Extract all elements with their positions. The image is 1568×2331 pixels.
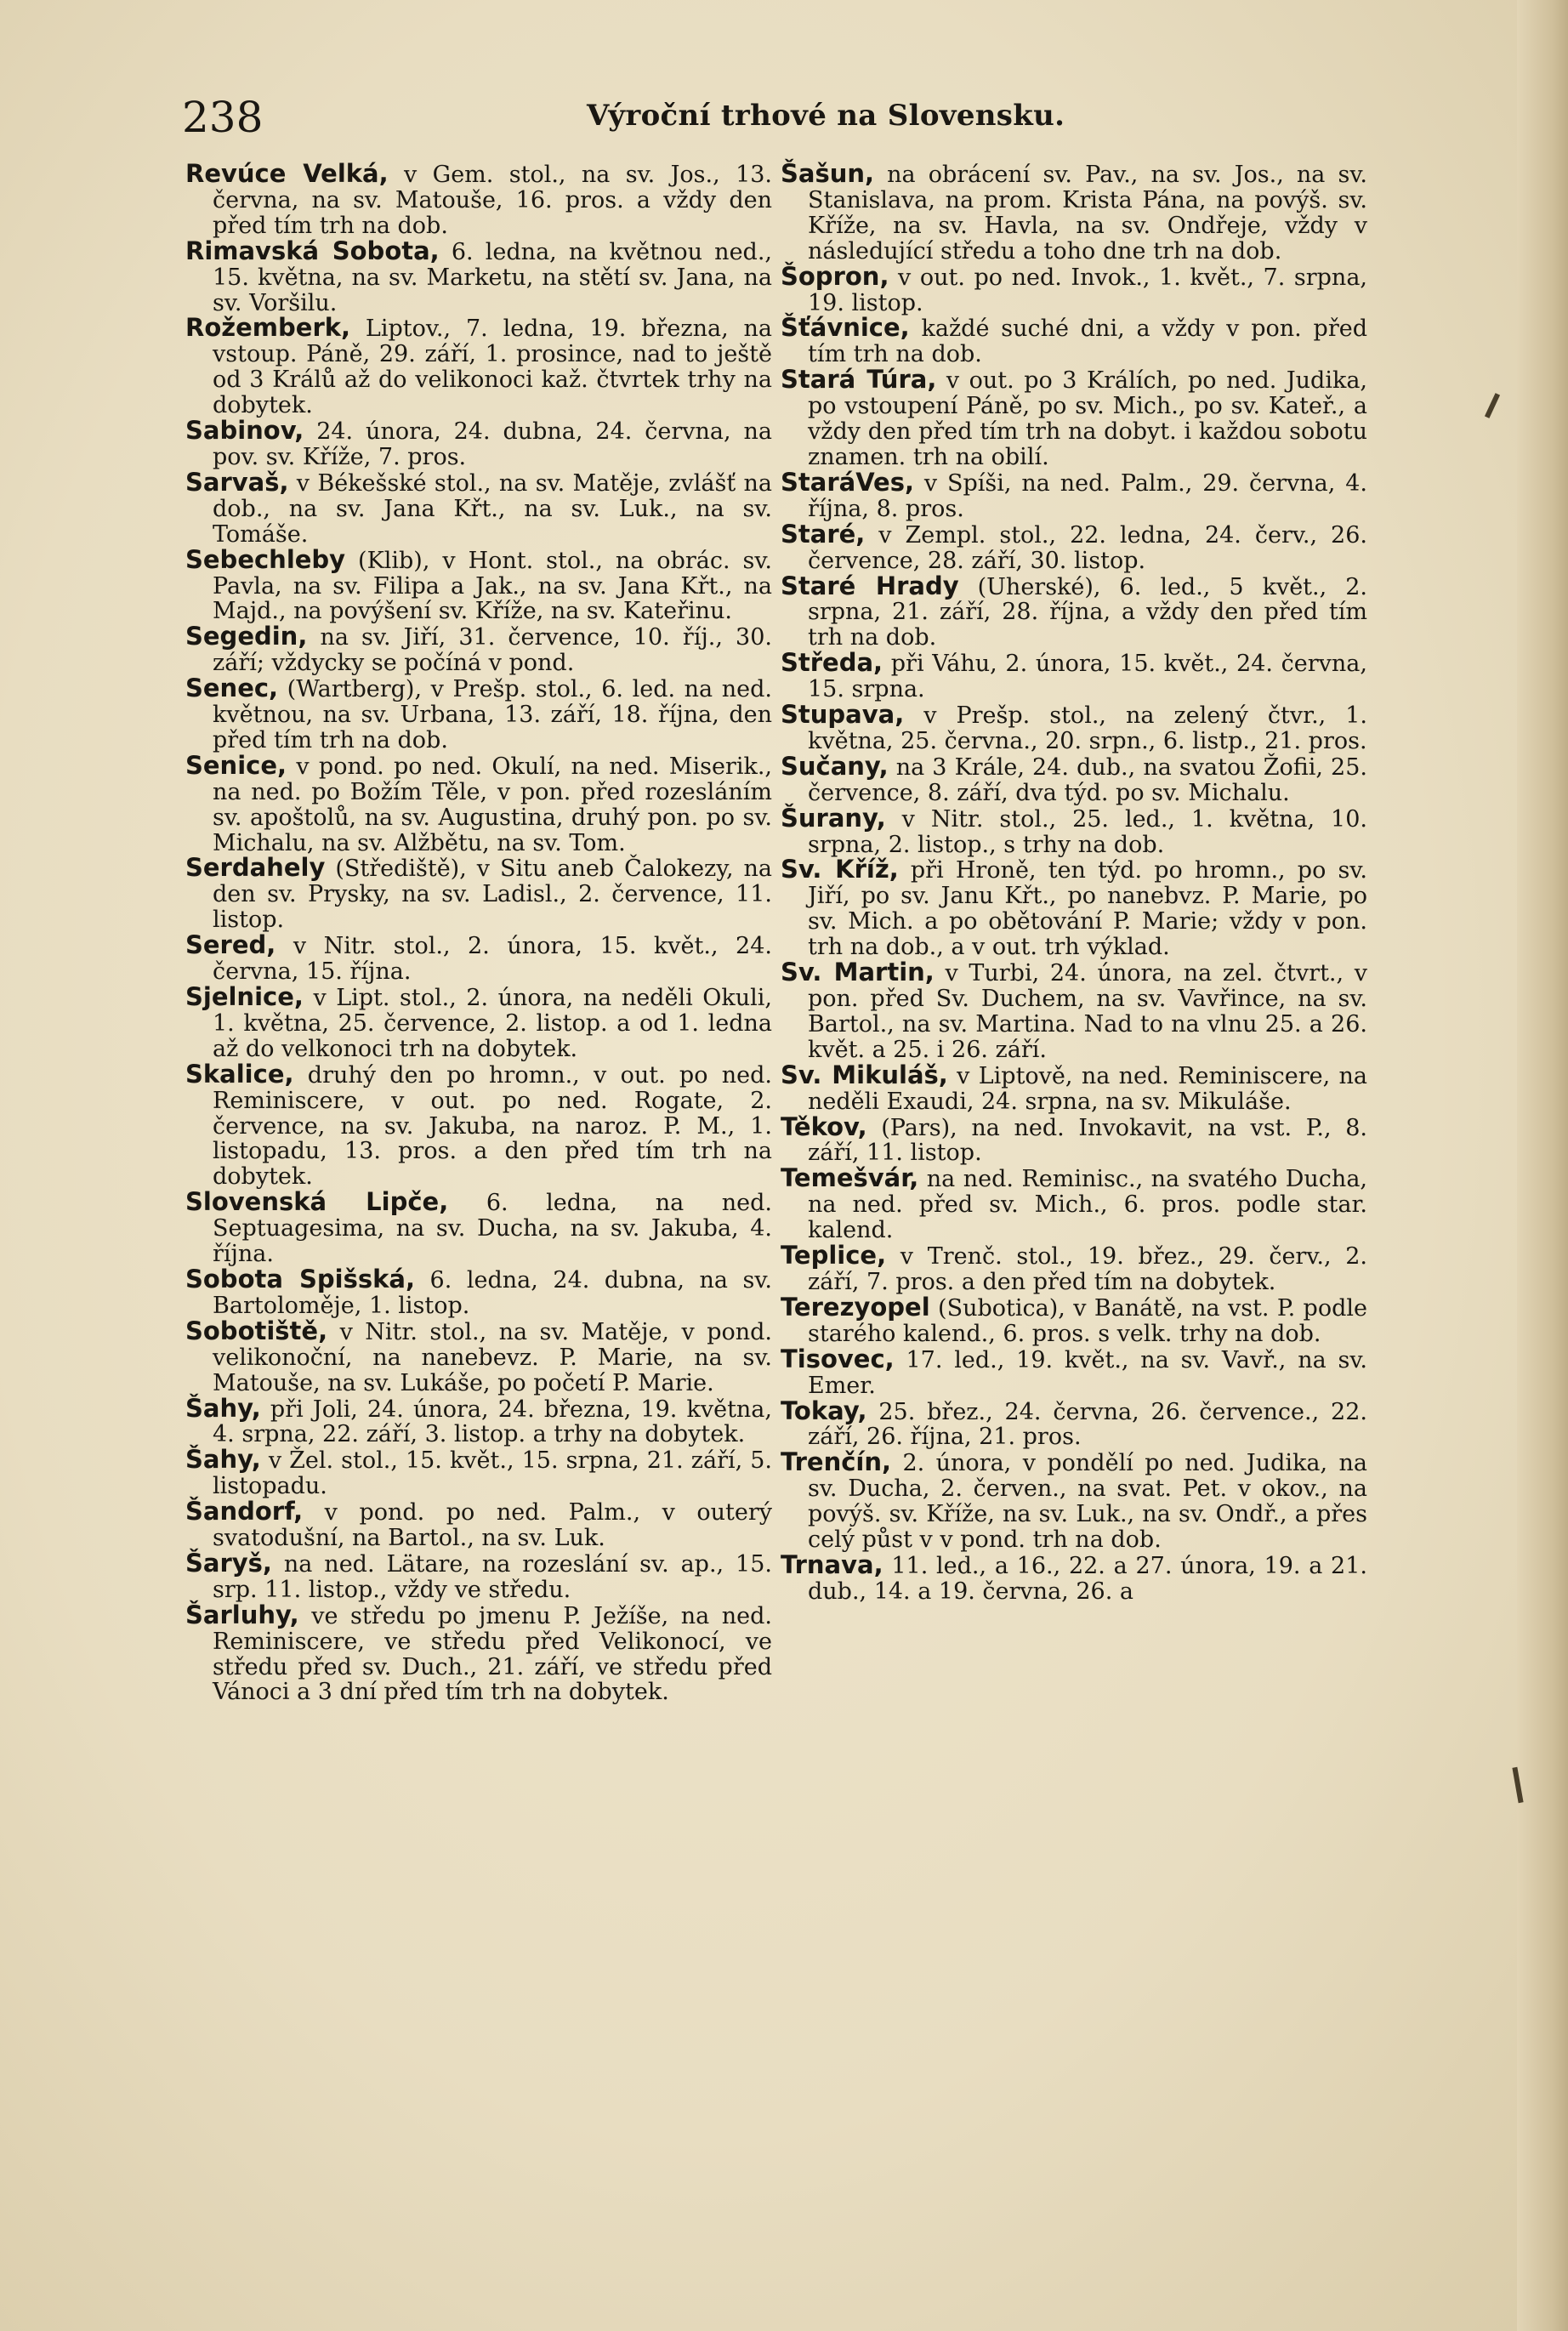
entry-place-name: Šťávnice, — [781, 313, 910, 343]
entry-dates: v Turbi, 24. února, na zel. čtvrt., v pon. před Sv. Duchem, na sv. Vavřince, na sv. Bartol., na sv. Martina. Nad to na vlnu 25. a 26. květ. a 25. i 26. září. — [808, 960, 1367, 1063]
entry-place-name: Temešvár, — [781, 1163, 919, 1193]
market-entry — [781, 702, 1367, 754]
entry-place-name: Šurany, — [781, 803, 886, 833]
market-entry — [781, 1396, 1367, 1451]
entry-place-name: Sered, — [185, 930, 276, 960]
entry-dates: (Střediště), v Situ aneb Čalokezy, na den sv. Prysky, na sv. Ladisl., 2. července, 11. listop. — [213, 856, 772, 934]
entry-dates: (Uherské), 6. led., 5 květ., 2. srpna, 21. září, 28. října, a vždy den před tím trh na dob. — [808, 573, 1367, 651]
market-entry — [185, 982, 772, 1062]
market-entry — [781, 367, 1367, 470]
entry-dates: v Nitr. stol., 2. února, 15. květ., 24. června, 15. října. — [213, 933, 772, 986]
entry-place-name: Těkov, — [781, 1111, 867, 1141]
entry-dates: v pond. po ned. Palm., v outerý svatodušní, na Bartol., na sv. Luk. — [213, 1499, 772, 1552]
market-entry — [781, 1292, 1367, 1347]
entry-dates: v Spíši, na ned. Palm., 29. června, 4. října, 8. pros. — [808, 469, 1367, 522]
entry-place-name: Trenčín, — [781, 1447, 892, 1477]
running-head: Výroční trhové na Slovensku. — [587, 99, 1065, 133]
market-entry — [781, 1243, 1367, 1295]
entry-dates: 6. ledna, na ned. Septuagesima, na sv. Ducha, na sv. Jakuba, 4. října. — [213, 1190, 772, 1268]
market-entry — [185, 313, 772, 419]
entry-dates: v Trenč. stol., 19. břez., 29. červ., 2. září, 7. pros. a den před tím na dobytek. — [808, 1243, 1367, 1295]
market-entry — [781, 1447, 1367, 1554]
market-entry — [185, 1264, 772, 1319]
entry-dates: na ned. Lätare, na rozeslání sv. ap., 15. srp. 11. listop., vždy ve středu. — [213, 1550, 772, 1603]
margin-mark — [1485, 393, 1500, 418]
entry-place-name: Sv. Mikuláš, — [781, 1060, 948, 1089]
entry-dates: (Wartberg), v Prešp. stol., 6. led. na ned. květnou, na sv. Urbana, 13. září, 18. října, den před tím trh na dob. — [213, 676, 772, 753]
page-number: 238 — [182, 93, 264, 142]
market-entry — [185, 1187, 772, 1268]
entry-dates: (Klib), v Hont. stol., na obrác. sv. Pavla, na sv. Filipa a Jak., na sv. Jana Křt., na Majd., na povýšení sv. Kříže, na sv. Kateřinu. — [213, 547, 772, 625]
market-entry — [781, 1163, 1367, 1244]
market-entry — [185, 750, 772, 856]
entry-dates: v Zempl. stol., 22. ledna, 24. červ., 26. července, 28. září, 30. listop. — [808, 521, 1367, 574]
market-entry — [781, 1060, 1368, 1115]
entry-dates: v Prešp. stol., na zelený čtvr., 1. května, 25. června., 20. srpn., 6. listp., 21. pros. — [808, 702, 1367, 754]
market-entry — [185, 236, 772, 316]
entry-place-name: Sebechleby — [185, 544, 346, 574]
entry-dates: při Joli, 24. února, 24. března, 19. května, 4. srpna, 22. září, 3. listop. a trhy na dobytek. — [213, 1396, 772, 1448]
entry-dates: na sv. Jiří, 31. července, 10. říj., 30. září; vždycky se počíná v pond. — [213, 624, 772, 677]
entry-place-name: Šopron, — [781, 261, 889, 291]
entry-dates: 6. ledna, 24. dubna, na sv. Bartoloměje, 1. listop. — [213, 1266, 772, 1319]
market-entry — [781, 467, 1367, 522]
market-entry — [781, 1111, 1367, 1167]
entry-dates: 6. ledna, na květnou ned., 15. května, na sv. Marketu, na stětí sv. Jana, na sv. Voršilu. — [213, 238, 772, 316]
entry-place-name: Skalice, — [185, 1059, 294, 1089]
entry-place-name: Stará Túra, — [781, 365, 937, 395]
entry-dates: 25. břez., 24. června, 26. července., 22. září, 26. října, 21. pros. — [808, 1398, 1367, 1451]
entry-place-name: Teplice, — [781, 1241, 887, 1271]
market-entry — [781, 159, 1367, 264]
market-entry — [185, 467, 772, 548]
market-entry — [781, 313, 1367, 368]
entry-place-name: Šandorf, — [185, 1497, 304, 1527]
market-entry — [781, 571, 1367, 651]
entry-dates: na ned. Reminisc., na svatého Ducha, na ned. před sv. Mich., 6. pros. podle star. kalend. — [808, 1166, 1367, 1244]
entry-dates: 2. února, v pondělí po ned. Judika, na sv. Ducha, 2. červen., na svat. Pet. v okov., na povýš. sv. Kříže, na sv. Luk., na sv. Ondř., a přes celý půst v v pond. trh na dob. — [808, 1450, 1367, 1554]
entry-dates: každé suché dni, a vždy v pon. před tím trh na dob. — [808, 316, 1367, 368]
entry-dates: v Békešské stol., na sv. Matěje, zvlášť na dob., na sv. Jana Křt., na sv. Luk., na sv. Tomáše. — [213, 469, 772, 548]
entry-dates: (Pars), na ned. Invokavit, na vst. P., 8. září, 11. listop. — [808, 1114, 1367, 1167]
market-entry — [185, 1316, 772, 1396]
entry-dates: při Váhu, 2. února, 15. květ., 24. června, 15. srpna. — [808, 651, 1367, 703]
market-entry — [185, 1393, 772, 1448]
entry-place-name: Sučany, — [781, 751, 889, 781]
market-entry — [185, 1600, 772, 1706]
entry-place-name: Trnava, — [781, 1549, 883, 1579]
entry-place-name: Senec, — [185, 674, 279, 703]
market-entry — [185, 418, 772, 470]
entry-dates: v Lipt. stol., 2. února, na neděli Okuli, 1. května, 25. července, 2. listop. a od 1. ledna až do velkonoci trh na dobytek. — [213, 985, 772, 1062]
entry-place-name: Šahy, — [185, 1445, 261, 1475]
market-entry — [781, 1549, 1367, 1605]
entry-dates: druhý den po hromn., v out. po ned. Reminiscere, v out. po ned. Rogate, 2. července, na sv. Jakuba, na naroz. P. M., 1. listopadu, 13. pros. a den před tím trh na dobytek. — [213, 1061, 772, 1191]
market-entry — [185, 1548, 772, 1603]
market-entry — [781, 519, 1367, 574]
market-entry — [781, 751, 1367, 806]
market-entry — [781, 648, 1367, 703]
page-binding-edge — [1517, 0, 1568, 2331]
entry-dates: na obrácení sv. Pav., na sv. Jos., na sv. Stanislava, na prom. Krista Pána, na povýš. sv. Kříže, na sv. Havla, na sv. Ondřeje, vždy v následující středu a toho dne trh na dob. — [808, 162, 1367, 264]
entry-place-name: Sv. Martin, — [781, 958, 935, 987]
market-entry — [185, 853, 772, 934]
entry-dates: 24. února, 24. dubna, 24. června, na pov. sv. Kříže, 7. pros. — [213, 418, 772, 470]
market-entry — [185, 930, 772, 986]
entry-dates: v Gem. stol., na sv. Jos., 13. června, na sv. Matouše, 16. pros. a vždy den před tím trh na dob. — [213, 162, 773, 239]
entry-place-name: Revúce Velká, — [185, 159, 389, 188]
market-entry — [781, 803, 1367, 858]
entry-place-name: Rimavská Sobota, — [185, 236, 440, 265]
entry-dates: v out. po ned. Invok., 1. květ., 7. srpna, 19. listop. — [808, 264, 1367, 316]
entry-place-name: Středa, — [781, 648, 883, 678]
entry-dates: v out. po 3 Králích, po ned. Judika, po vstoupení Páně, po sv. Mich., po sv. Kateř., a vždy den před tím trh na dobyt. i každou sobotu znamen. trh na obilí. — [808, 367, 1367, 470]
entry-place-name: Tokay, — [781, 1396, 867, 1425]
market-entry — [185, 624, 772, 676]
entry-dates: v Nitr. stol., na sv. Matěje, v pond. velikonoční, na nanebevz. P. Marie, na sv. Matouše, na sv. Lukáše, po početí P. Marie. — [213, 1318, 772, 1396]
entry-place-name: Šarluhy, — [185, 1600, 299, 1629]
market-entry — [781, 960, 1367, 1063]
entry-place-name: Sarvaš, — [185, 467, 289, 497]
entry-place-name: Šašun, — [781, 159, 875, 188]
entry-place-name: Tisovec, — [781, 1344, 895, 1373]
entry-place-name: Staré, — [781, 519, 866, 549]
entry-place-name: Serdahely — [185, 853, 326, 883]
right-column — [781, 159, 1368, 1605]
market-entry — [781, 261, 1367, 316]
market-entry — [185, 159, 773, 239]
entry-place-name: Segedin, — [185, 622, 308, 651]
entry-dates: 17. led., 19. květ., na sv. Vavř., na sv. Emer. — [808, 1346, 1367, 1399]
market-entry — [781, 857, 1367, 960]
entry-place-name: Terezyopel — [781, 1292, 930, 1322]
entry-dates: Liptov., 7. ledna, 19. března, na vstoup. Páně, 29. září, 1. prosince, nad to ještě od 3 Králů až do velikonoci kaž. čtvrtek trhy na dobytek. — [213, 316, 772, 419]
entry-place-name: Staré Hrady — [781, 571, 959, 600]
market-entry — [185, 544, 772, 625]
entry-dates: v pond. po ned. Okulí, na ned. Miserik., na ned. po Božím Těle, v pon. před rozesláním sv. apoštolů, na sv. Augustina, druhý pon. po sv. Michalu, na sv. Alžbětu, na sv. Tom. — [213, 753, 772, 856]
entry-place-name: Sobotiště, — [185, 1316, 328, 1345]
entry-place-name: Šaryš, — [185, 1548, 272, 1578]
entry-dates: v Nitr. stol., 25. led., 1. května, 10. srpna, 2. listop., s trhy na dob. — [808, 805, 1367, 858]
entry-place-name: Stupava, — [781, 700, 905, 730]
entry-place-name: Sjelnice, — [185, 982, 304, 1011]
entry-dates: 11. led., a 16., 22. a 27. února, 19. a 21. dub., 14. a 19. června, 26. a — [808, 1552, 1367, 1605]
left-column — [185, 159, 773, 1706]
market-entry — [781, 1344, 1367, 1399]
market-entry — [185, 1499, 772, 1551]
entry-place-name: Sobota Spišská, — [185, 1264, 415, 1293]
entry-dates: v Žel. stol., 15. květ., 15. srpna, 21. září, 5. listopadu. — [213, 1447, 772, 1500]
market-entry — [185, 676, 772, 753]
entry-dates: v Liptově, na ned. Reminiscere, na neděli Exaudi, 24. srpna, na sv. Mikuláše. — [808, 1062, 1368, 1115]
entry-place-name: StaráVes, — [781, 467, 914, 497]
entry-place-name: Sabinov, — [185, 416, 304, 446]
entry-dates: ve středu po jmenu P. Ježíše, na ned. Reminiscere, ve středu před Velikonocí, ve středu před sv. Duch., 21. září, ve středu před Vánoci a 3 dní před tím trh na dobytek. — [213, 1602, 772, 1706]
entry-dates: při Hroně, ten týd. po hromn., po sv. Jiří, po sv. Janu Křt., po nanebvz. P. Marie, po sv. Mich. a po obětování P. Marie; vždy v pon. trh na dob., a v out. trh výklad. — [808, 857, 1367, 961]
entry-place-name: Rožemberk, — [185, 313, 351, 343]
entry-dates: (Subotica), v Banátě, na vst. P. podle starého kalend., 6. pros. s velk. trhy na dob. — [808, 1294, 1367, 1347]
entry-place-name: Senice, — [185, 750, 287, 780]
entry-dates: na 3 Krále, 24. dub., na svatou Žofii, 25. července, 8. září, dva týd. po sv. Michalu. — [808, 753, 1367, 806]
entry-place-name: Šahy, — [185, 1393, 261, 1423]
entry-place-name: Slovenská Lipče, — [185, 1187, 449, 1217]
market-entry — [185, 1447, 772, 1499]
entry-place-name: Sv. Kříž, — [781, 855, 899, 884]
market-entry — [185, 1059, 772, 1191]
